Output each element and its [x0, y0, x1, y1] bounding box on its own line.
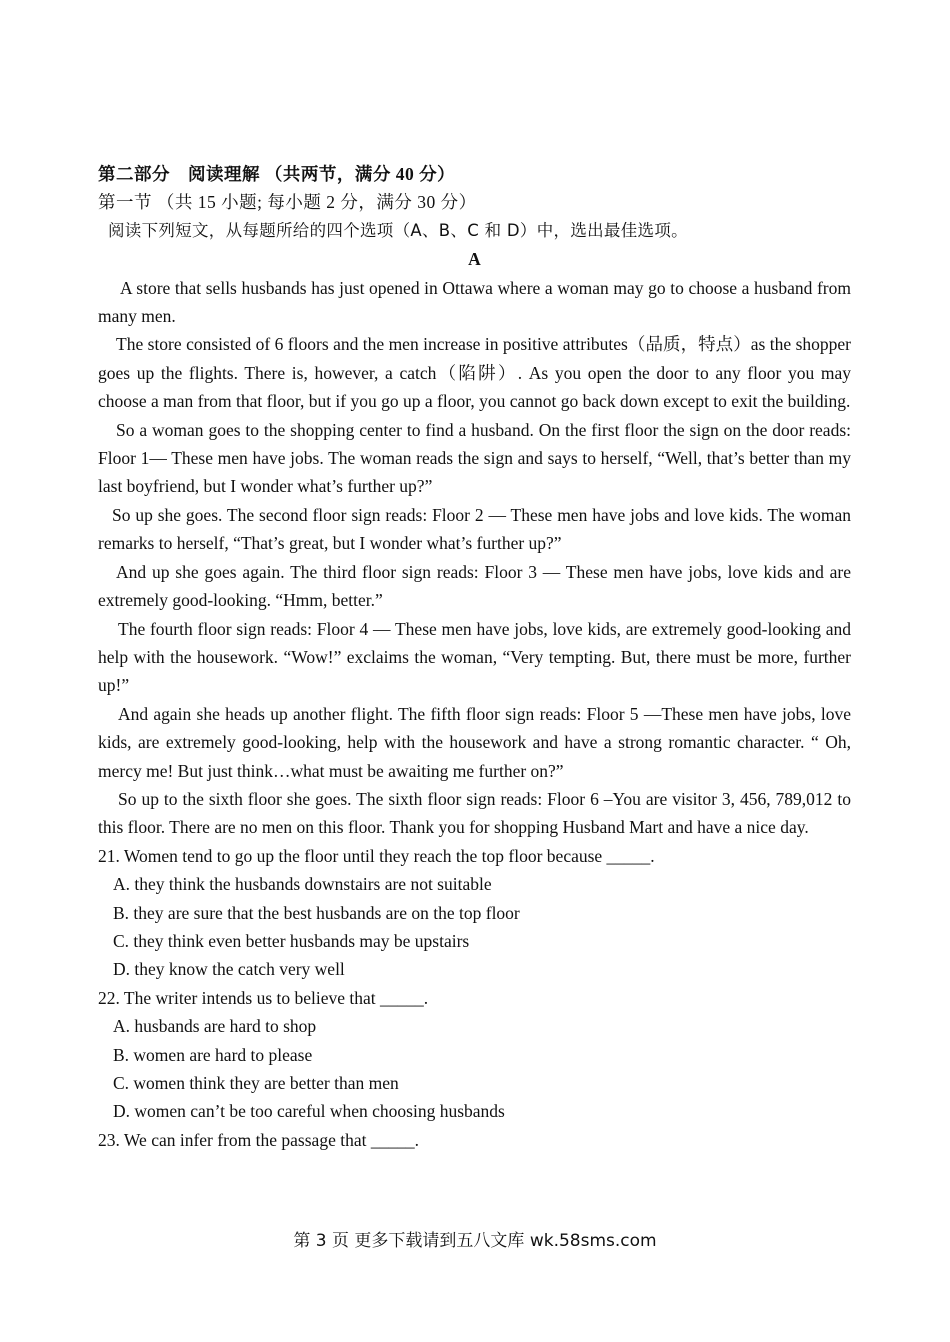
answer-option: D. women can’t be too careful when choosing husbands [113, 1101, 505, 1122]
answer-option: B. women are hard to please [113, 1044, 313, 1065]
question-stem: 21. Women tend to go up the floor until they reach the top floor because _____. [98, 845, 655, 866]
answer-option: A. they think the husbands downstairs are not suitable [113, 874, 492, 895]
answer-option: D. they know the catch very well [113, 959, 345, 980]
answer-option: B. they are sure that the best husbands are on the top floor [113, 902, 520, 923]
page-footer: 第 3 页 更多下载请到五八文库 wk.58sms.com [293, 1231, 657, 1251]
question-stem: 23. We can infer from the passage that _____. [98, 1129, 419, 1150]
answer-option: C. they think even better husbands may be upstairs [113, 930, 470, 951]
answer-option: A. husbands are hard to shop [113, 1016, 317, 1037]
passage-paragraph: And up she goes again. The third floor sign reads: Floor 3 — These men have jobs, love kids and are extremely good-looking. “Hmm, better.” [98, 561, 851, 611]
passage-paragraph: And again she heads up another flight. The fifth floor sign reads: Floor 5 —These men have jobs, love kids, are extremely good-looking, help with the housework and have a strong romantic character. “ Oh, mercy me! But just think…what must be awaiting me further on?” [98, 703, 851, 781]
passage-paragraph: So a woman goes to the shopping center to find a husband. On the first floor the sign on the door reads: Floor 1— These men have jobs. The woman reads the sign and says to herself, “Well, that’s better than my last boyfriend, but I wonder what’s further up?” [98, 419, 851, 497]
passage-paragraph: The store consisted of 6 floors and the men increase in positive attributes（品质，特点）as the shopper goes up the flights. There is, however, a catch（陷阱）. As you open the door to any floor you may choose a man from that floor, but if you go up a floor, you cannot go back down except to exit the building. [98, 334, 851, 412]
passage-letter: A [468, 249, 481, 270]
passage-paragraph: So up to the sixth floor she goes. The sixth floor sign reads: Floor 6 –You are visitor 3, 456, 789,012 to this floor. There are no men on this floor. Thank you for shopping Husband Mart and have a nice day. [98, 788, 851, 838]
passage-paragraph: A store that sells husbands has just opened in Ottawa where a woman may go to choose a husband from many men. [98, 277, 851, 327]
passage-paragraph: So up she goes. The second floor sign reads: Floor 2 — These men have jobs and love kids. The woman remarks to herself, “That’s great, but I wonder what’s further up?” [98, 504, 851, 554]
question-stem: 22. The writer intends us to believe that _____. [98, 987, 429, 1008]
section-subtitle: 第一节 （共 15 小题; 每小题 2 分，满分 30 分） [98, 192, 477, 213]
exam-page [98, 160, 851, 1154]
answer-option: C. women think they are better than men [113, 1073, 399, 1093]
passage-paragraph: The fourth floor sign reads: Floor 4 — These men have jobs, love kids, are extremely good-looking and help with the housework. “Wow!” exclaims the woman, “Very tempting. But, there must be more, further up!” [98, 618, 851, 696]
section-title: 第二部分 阅读理解 （共两节，满分 40 分） [98, 164, 456, 184]
reading-instruction: 阅读下列短文，从每题所给的四个选项（A、B、C 和 D）中，选出最佳选项。 [108, 220, 688, 240]
